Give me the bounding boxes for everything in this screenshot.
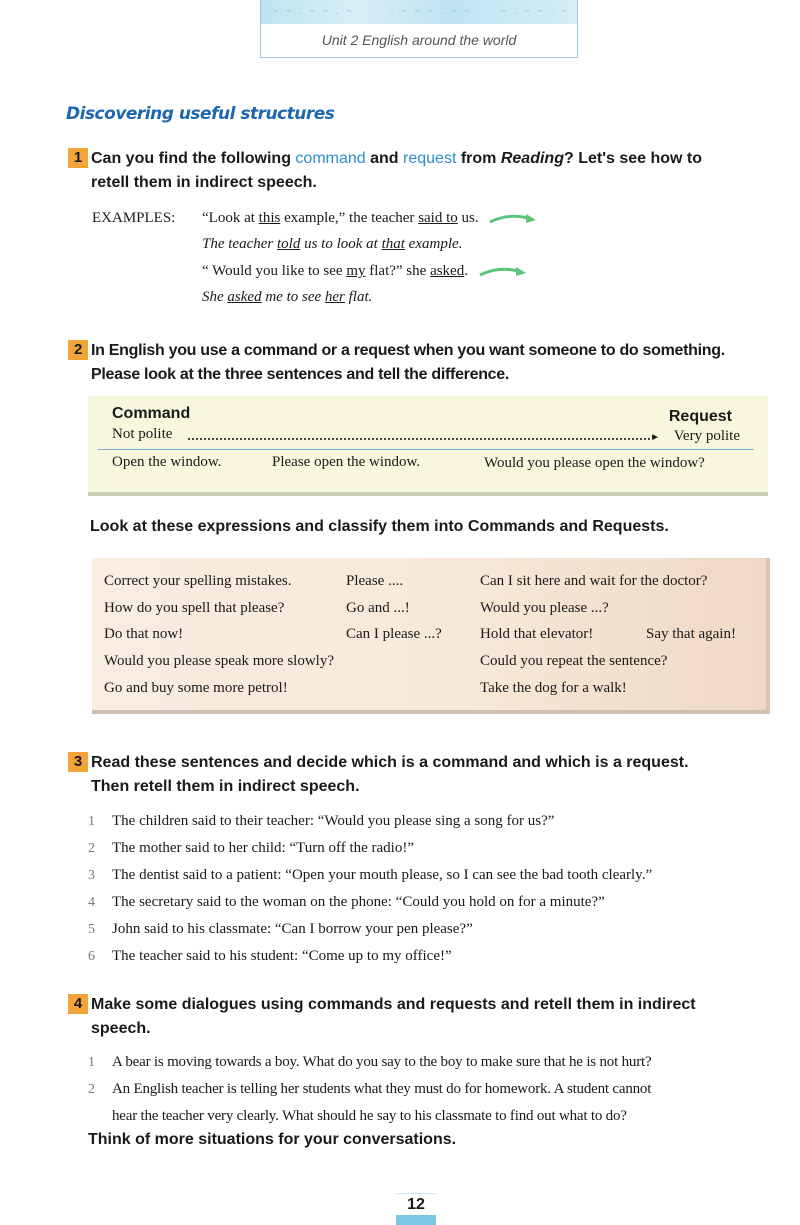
sentence-command: Open the window. — [112, 454, 222, 470]
task-2-instruction: 2 In English you use a command or a request when you want someone to do something. Please look at the three sentences and tell the difference. — [68, 339, 778, 387]
expression: Hold that elevator! — [480, 626, 594, 642]
list-item: 1 A bear is moving towards a boy. What do you say to the boy to make sure that he is not hurt? — [88, 1054, 652, 1070]
expression: How do you spell that please? — [104, 600, 285, 616]
task-4-instruction: 4 Make some dialogues using commands and requests and retell them in indirect speech. — [68, 993, 778, 1041]
reading-ref: Reading — [500, 150, 564, 167]
unit-title: Unit 2 English around the world — [321, 32, 517, 48]
task-3-list — [88, 808, 652, 970]
page-number: 12 — [396, 1193, 436, 1225]
task-number-badge: 1 — [68, 148, 88, 168]
sentence-mid: Please open the window. — [272, 454, 421, 470]
expression: Would you please ...? — [480, 600, 609, 616]
examples-label: EXAMPLES: — [92, 210, 176, 226]
expression: Take the dog for a walk! — [480, 680, 627, 696]
page-number-bar — [396, 1215, 436, 1225]
expression: Go and buy some more petrol! — [104, 680, 288, 696]
task-1-instruction: 1 Can you find the following command and request from Reading? Let's see how to retell them in indirect speech. — [68, 147, 778, 195]
keyword-command: command — [295, 150, 366, 167]
list-item: 3 The dentist said to a patient: “Open your mouth please, so I can see the bad tooth clearly.” — [88, 867, 653, 883]
keyword-request: request — [403, 150, 457, 167]
dotted-scale-line — [188, 438, 650, 440]
sentence-request: Would you please open the window? — [484, 455, 705, 471]
task-number-badge: 3 — [68, 752, 88, 772]
think-instruction: Think of more situations for your conversations. — [88, 1131, 457, 1148]
expression: Please .... — [346, 573, 404, 589]
task-number-badge: 2 — [68, 340, 88, 360]
divider — [98, 449, 754, 450]
classify-instruction: Look at these expressions and classify them into Commands and Requests. — [90, 518, 669, 535]
green-arrow-icon — [478, 266, 528, 278]
expression: Can I sit here and wait for the doctor? — [480, 573, 708, 589]
expression: Do that now! — [104, 626, 184, 642]
request-heading: Request — [668, 408, 732, 425]
expression: Correct your spelling mistakes. — [104, 573, 292, 589]
decorative-strip: ~ ~ . ~ ~ . ~ . ~ ~ ~ . ~ ~ ~ . ~ ~ . ~ — [261, 0, 577, 24]
task-3-instruction: 3 Read these sentences and decide which is a command and which is a request. Then retell them in indirect speech. — [68, 751, 778, 799]
example-2: “ Would you like to see my flat?” she asked. — [202, 261, 528, 281]
example-1: “Look at this example,” the teacher said to us. — [202, 208, 538, 228]
politeness-scale-box — [88, 396, 768, 496]
expressions-box — [92, 558, 770, 714]
example-1-indirect: The teacher told us to look at that example. — [202, 236, 463, 252]
task-4-list — [88, 1049, 651, 1129]
list-item: 2 An English teacher is telling her students what they must do for homework. A student cannot — [88, 1081, 652, 1097]
expression: Say that again! — [646, 626, 736, 642]
expression: Would you please speak more slowly? — [104, 653, 334, 669]
expression: Go and ...! — [346, 600, 410, 616]
list-item: 1 The children said to their teacher: “Would you please sing a song for us?” — [88, 813, 555, 829]
very-polite-label: Very polite — [673, 428, 740, 444]
list-item: 6 The teacher said to his student: “Come up to my office!” — [88, 948, 452, 964]
task-number-badge: 4 — [68, 994, 88, 1014]
list-item: 2 The mother said to her child: “Turn off the radio!” — [88, 840, 415, 856]
expression: Can I please ...? — [346, 626, 442, 642]
list-item-continuation: hear the teacher very clearly. What should he say to his classmate to find out what to do? — [112, 1108, 627, 1124]
list-item: 4 The secretary said to the woman on the phone: “Could you hold on for a minute?” — [88, 894, 605, 910]
section-title: Discovering useful structures — [66, 104, 335, 124]
list-item: 5 John said to his classmate: “Can I borrow your pen please?” — [88, 921, 473, 937]
arrow-right-icon: ► — [650, 432, 660, 443]
unit-banner — [260, 0, 578, 58]
green-arrow-icon — [488, 213, 538, 225]
example-2-indirect: She asked me to see her flat. — [202, 289, 373, 305]
not-polite-label: Not polite — [112, 426, 173, 442]
command-heading: Command — [112, 405, 191, 422]
expression: Could you repeat the sentence? — [480, 653, 668, 669]
